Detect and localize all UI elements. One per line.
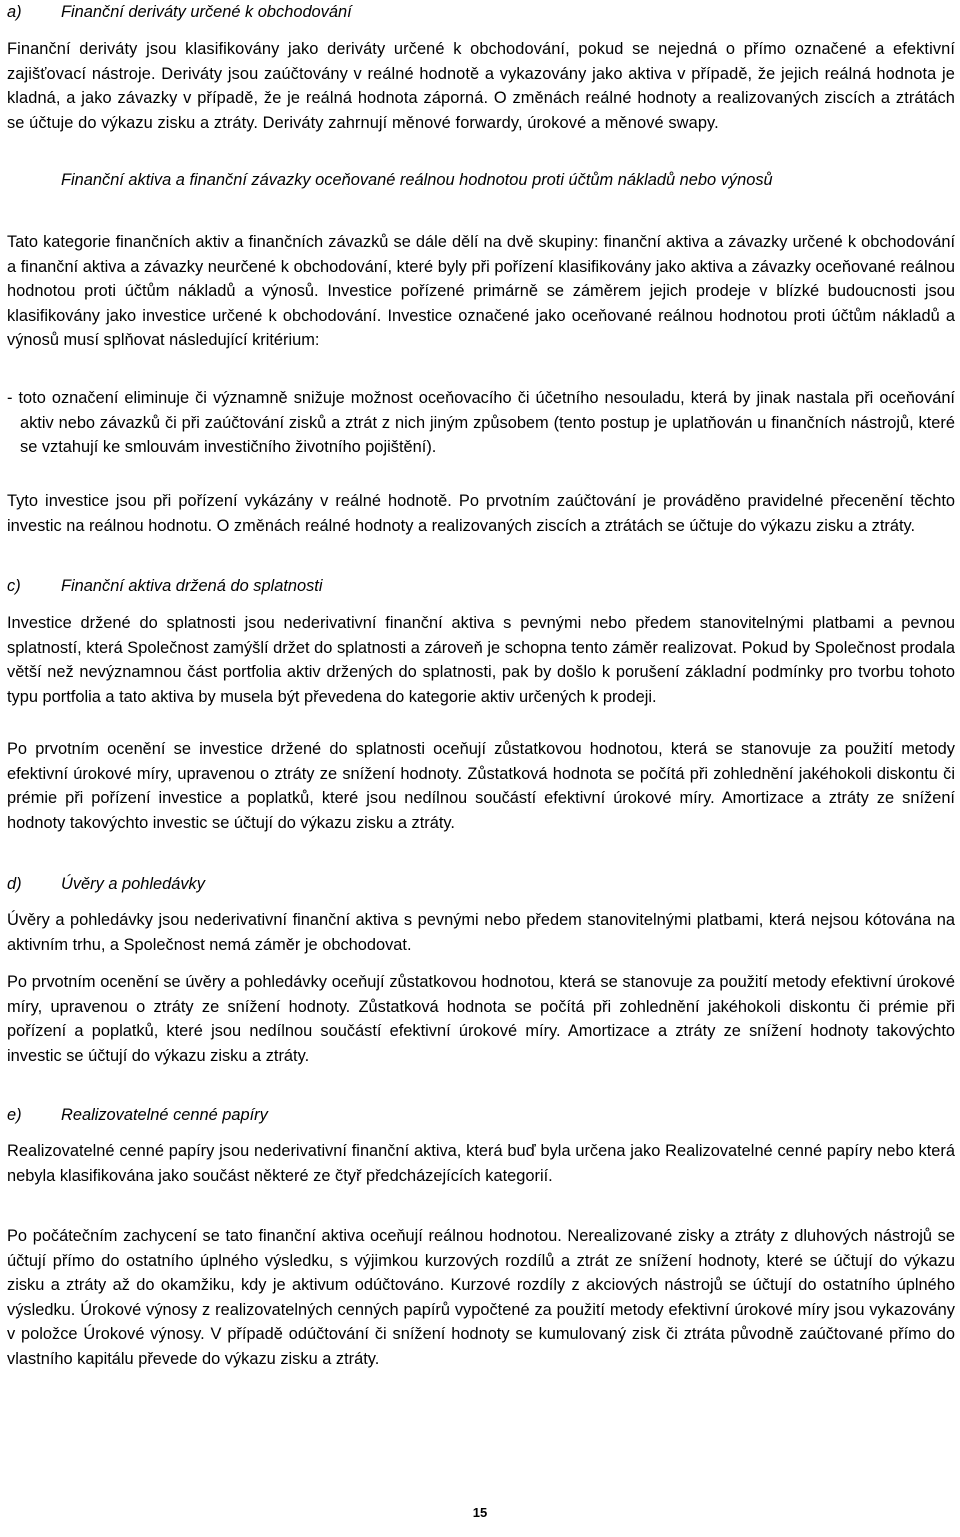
section-b-paragraph-1: Tato kategorie finančních aktiv a finančních závazků se dále dělí na dvě skupiny: finanční aktiva a závazky určené k obchodování a finanční aktiva a závazky neurčené k obchodování, které byly při pořízení klasifikovány jako aktiva a závazky oceňované reálnou hodnotou proti účtům nákladů a výnosů. Investice pořízené primárně se záměrem jejich prodeje v blízké budoucnosti jsou klasifikovány jako investice určené k obchodování. Investice označené jako oceňované reálnou hodnotou proti účtům nákladů a výnosů musí splňovat následující kritérium: xyxy=(7,233,955,349)
section-c-title: Finanční aktiva držená do splatnosti xyxy=(61,577,323,595)
section-a-title: Finanční deriváty určené k obchodování xyxy=(61,3,352,21)
page-number: 15 xyxy=(472,1505,488,1520)
section-b-paragraph-2: Tyto investice jsou při pořízení vykázány v reálné hodnotě. Po prvotním zaúčtování je prováděno pravidelné přecenění těchto investic na reálnou hodnotu. O změnách reálné hodnoty a realizovaných ziscích a ztrátách se účtuje do výkazu zisku a ztráty. xyxy=(7,492,955,535)
section-d-heading xyxy=(7,872,205,897)
section-b-heading xyxy=(7,168,954,193)
section-c-letter: c) xyxy=(7,577,21,595)
section-c-paragraph-2: Po prvotním ocenění se investice držené do splatnosti oceňují zůstatkovou hodnotou, která se stanovuje za použití metody efektivní úrokové míry, upravenou o ztráty ze snížení hodnoty. Zůstatková hodnota se počítá při zohlednění jakéhokoli diskontu či prémie při pořízení investice a poplatků, které jsou nedílnou součástí efektivní úrokové míry. Amortizace a ztráty ze snížení hodnoty takovýchto investic se účtují do výkazu zisku a ztráty. xyxy=(7,740,955,832)
section-d-title: Úvěry a pohledávky xyxy=(61,875,205,893)
section-e-paragraph-1: Realizovatelné cenné papíry jsou nederivativní finanční aktiva, která buď byla určena jako Realizovatelné cenné papíry nebo která nebyla klasifikována jako součást některé ze čtyř předcházejících kategorií. xyxy=(7,1142,955,1185)
section-c-paragraph-1: Investice držené do splatnosti jsou nederivativní finanční aktiva s pevnými nebo předem stanovitelnými platbami a pevnou splatností, která Společnost zamýšlí držet do splatnosti a zároveň je schopna tento záměr realizovat. Pokud by Společnost prodala větší než nevýznamnou část portfolia aktiv držených do splatnosti, pak by došlo k porušení základní podmínky pro tvorbu tohoto typu portfolia a tato aktiva by musela být převedena do kategorie aktiv určených k prodeji. xyxy=(7,614,955,706)
section-b-letter xyxy=(7,168,61,193)
section-c-heading xyxy=(7,574,323,599)
section-d-paragraph-1: Úvěry a pohledávky jsou nederivativní finanční aktiva s pevnými nebo předem stanovitelnými platbami, která nejsou kótována na aktivním trhu, a Společnost nemá záměr je obchodovat. xyxy=(7,911,955,954)
section-e-letter: e) xyxy=(7,1106,22,1124)
section-d-paragraph-2: Po prvotním ocenění se úvěry a pohledávky oceňují zůstatkovou hodnotou, která se stanovuje za použití metody efektivní úrokové míry, upravenou o ztráty ze snížení hodnoty. Zůstatková hodnota se počítá při zohlednění jakéhokoli diskontu či prémie při pořízení a poplatků, které jsou nedílnou součástí efektivní úrokové míry. Amortizace a ztráty ze snížení hodnoty takovýchto investic se účtují do výkazu zisku a ztráty. xyxy=(7,973,955,1065)
section-e-title: Realizovatelné cenné papíry xyxy=(61,1106,268,1124)
section-a-heading xyxy=(7,0,352,25)
section-e-paragraph-2: Po počátečním zachycení se tato finanční aktiva oceňují reálnou hodnotou. Nerealizované zisky a ztráty z dluhových nástrojů se účtují přímo do ostatního úplného výsledku, s výjimkou kurzových rozdílů a ztrát ze snížení hodnoty, které se účtují do výkazu zisku a ztráty až do okamžiku, kdy je aktivum odúčtováno. Kurzové rozdíly z akciových nástrojů se účtují do ostatního úplného výsledku. Úrokové výnosy z realizovatelných cenných papírů vypočtené za použití metody efektivní úrokové míry jsou vykazovány v položce Úrokové výnosy. V případě odúčtování či snížení hodnoty se kumulovaný zisk či ztráta původně zaúčtované přímo do vlastního kapitálu převede do výkazu zisku a ztráty. xyxy=(7,1227,955,1368)
section-d-letter: d) xyxy=(7,875,22,893)
section-b-criterion-item: - toto označení eliminuje či významně snižuje možnost oceňovacího či účetního nesouladu, která by jinak nastala při oceňování aktiv nebo závazků či při zaúčtování zisků a ztrát z nich jiným způsobem (tento postup je uplatňován u finančních nástrojů, které se vztahují ke smlouvám investičního životního pojištění). xyxy=(7,389,955,456)
section-b-title: Finanční aktiva a finanční závazky oceňované reálnou hodnotou proti účtům nákladů nebo výnosů xyxy=(61,171,773,189)
section-e-heading xyxy=(7,1103,268,1128)
section-a-paragraph-1: Finanční deriváty jsou klasifikovány jako deriváty určené k obchodování, pokud se nejedná o přímo označené a efektivní zajišťovací nástroje. Deriváty jsou zaúčtovány v reálné hodnotě a vykazovány jako aktiva v případě, že jejich reálná hodnota je kladná, a jako závazky v případě, že je reálná hodnota záporná. O změnách reálné hodnoty a realizovaných ziscích a ztrátách se účtuje do výkazu zisku a ztráty. Deriváty zahrnují měnové forwardy, úrokové a měnové swapy. xyxy=(7,40,955,132)
section-a-letter: a) xyxy=(7,3,22,21)
